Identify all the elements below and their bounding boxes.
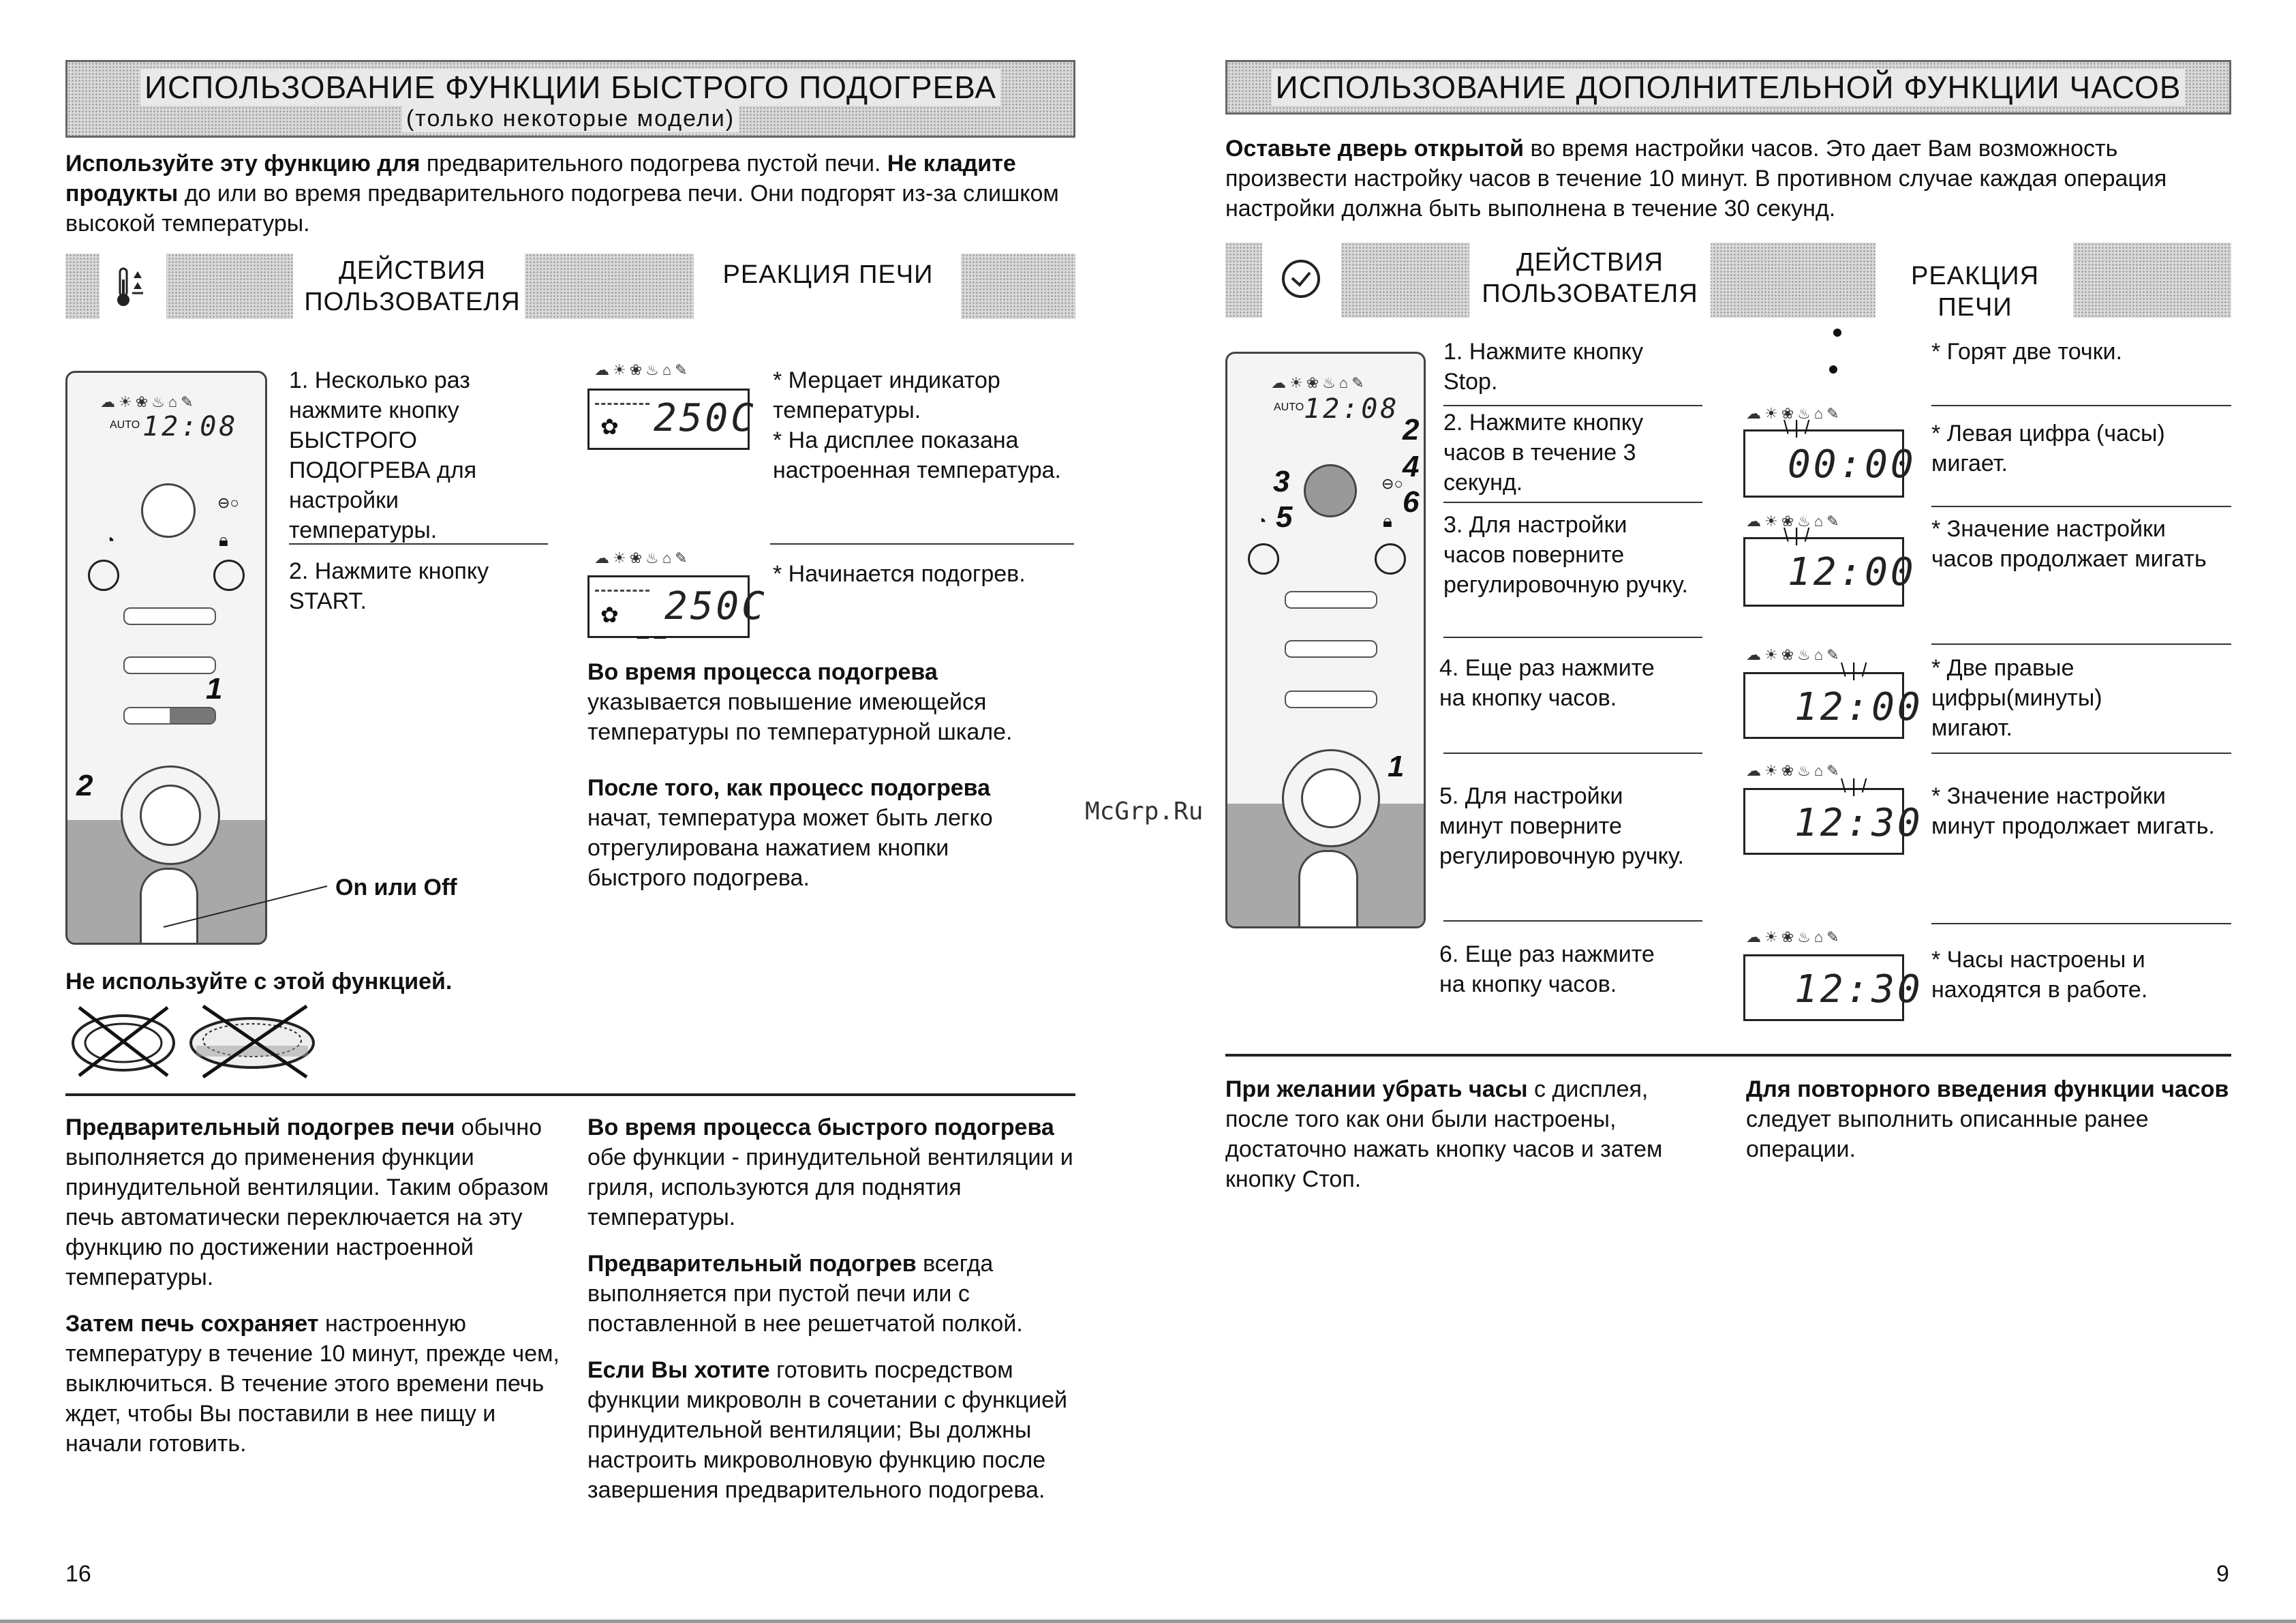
left-panel-clock-icon: ◔ bbox=[104, 530, 115, 550]
left-display-1 bbox=[587, 389, 756, 450]
right-step-1: 1. Нажмите кнопку Stop. bbox=[1443, 339, 1644, 395]
left-bottom-p4-bold: Предварительный подогрев bbox=[587, 1251, 917, 1277]
right-panel-knob-right[interactable] bbox=[1375, 543, 1406, 575]
left-display-2-scale bbox=[595, 583, 649, 592]
after-heating-note bbox=[587, 773, 1037, 893]
right-bottom-p1-text: с дисплея, после того как они были настроены, достаточно нажать кнопку часов и затем кнопку Стоп. bbox=[1225, 1076, 1663, 1192]
right-intro-text: во время настройки часов. Это дает Вам возможность произвести настройку часов в течение 10 минут. В противном случае каждая операция настройки должна быть выполнена в течение 30 секунд. bbox=[1225, 136, 2167, 222]
left-panel-button-2[interactable] bbox=[123, 656, 216, 674]
left-panel-dial-small[interactable] bbox=[141, 483, 196, 538]
blink-rays-2: \ | / bbox=[1784, 524, 1810, 545]
left-panel-lock-icon: 🔒︎ bbox=[219, 530, 228, 550]
blink-rays-3: \ | / bbox=[1841, 659, 1867, 680]
right-panel-button-1[interactable] bbox=[1285, 591, 1377, 609]
clock-icon bbox=[1279, 256, 1323, 301]
right-bottom-col1 bbox=[1225, 1074, 1716, 1194]
right-reaction-1: * Горят две точки. bbox=[1931, 339, 2122, 365]
left-step-1: 1. Несколько раз нажмите кнопку БЫСТРОГО ПОДОГРЕВА для настройки температуры. bbox=[289, 367, 477, 543]
right-control-panel bbox=[1225, 352, 1426, 928]
blink-rays-1: \ | / bbox=[1784, 416, 1810, 438]
right-reaction-4: * Две правые цифры(минуты) мигают. bbox=[1931, 655, 2102, 741]
during-heating-bold: Во время процесса подогрева bbox=[587, 659, 938, 685]
left-bottom-p5-bold: Если Вы хотите bbox=[587, 1357, 770, 1383]
left-subtitle: (только некоторые модели) bbox=[402, 106, 739, 132]
right-display-5-digits: 12:30 bbox=[1794, 967, 1923, 1012]
left-panel-display: 12:08 bbox=[142, 411, 239, 442]
right-panel-label-2: 2 bbox=[1403, 413, 1420, 446]
left-col-user: ДЕЙСТВИЯ ПОЛЬЗОВАТЕЛЯ bbox=[300, 255, 525, 318]
left-panel-label-1: 1 bbox=[206, 672, 223, 706]
right-panel-mode-icons: ☁☀❀♨⌂✎ bbox=[1271, 374, 1368, 391]
right-step-rule-3 bbox=[1443, 637, 1702, 638]
blink-dot-top bbox=[1833, 329, 1841, 337]
right-panel-start-inner[interactable] bbox=[1301, 768, 1361, 828]
left-panel-start-inner[interactable] bbox=[140, 785, 201, 846]
left-intro bbox=[65, 149, 1081, 239]
right-react-rule-2 bbox=[1931, 506, 2231, 507]
right-display-3-icons: ☁☀❀♨⌂✎ bbox=[1746, 646, 1843, 663]
left-bottom-col2 bbox=[587, 1112, 1075, 1505]
after-heating-text: начат, температура может быть легко отрегулирована нажатием кнопки быстрого подогрева. bbox=[587, 805, 993, 891]
left-title-bar bbox=[65, 60, 1075, 138]
right-panel-label-5: 5 bbox=[1276, 500, 1293, 534]
left-bottom-p4-text: всегда выполняется при пустой печи или с поставленной в нее решетчатой полкой. bbox=[587, 1251, 1023, 1337]
right-panel-display: 12:08 bbox=[1304, 393, 1400, 425]
right-react-rule-3 bbox=[1931, 643, 2231, 645]
not-use-heading: Не используйте с этой функцией. bbox=[65, 969, 453, 995]
right-display-3 bbox=[1743, 659, 1923, 739]
right-step-6: 6. Еще раз нажмите на кнопку часов. bbox=[1439, 941, 1655, 997]
right-panel-dial-small[interactable] bbox=[1304, 464, 1357, 517]
thermometer-icon bbox=[113, 266, 154, 309]
right-display-1-icons: ☁☀❀♨⌂✎ bbox=[1746, 405, 1843, 422]
left-bottom-rule bbox=[65, 1093, 1075, 1096]
right-panel-button-2[interactable] bbox=[1285, 640, 1377, 658]
during-heating-note bbox=[587, 657, 1065, 747]
right-title-bar bbox=[1225, 60, 2231, 115]
right-react-rule-1 bbox=[1931, 405, 2231, 406]
left-display-1-digits: 250C bbox=[654, 396, 756, 440]
right-panel-knob-left[interactable] bbox=[1248, 543, 1279, 575]
left-display-2 bbox=[587, 575, 767, 639]
right-step-4: 4. Еще раз нажмите на кнопку часов. bbox=[1439, 655, 1655, 711]
right-display-2 bbox=[1743, 524, 1916, 607]
right-display-5-icons: ☁☀❀♨⌂✎ bbox=[1746, 928, 1843, 945]
left-display-2-bars: _ _ bbox=[637, 617, 666, 639]
right-display-2-icons: ☁☀❀♨⌂✎ bbox=[1746, 513, 1843, 530]
left-panel-button-quick[interactable] bbox=[123, 707, 216, 725]
right-col-oven: РЕАКЦИЯ ПЕЧИ bbox=[1881, 260, 2069, 323]
left-display-2-digits: 250C bbox=[664, 584, 767, 628]
left-col-oven: РЕАКЦИЯ ПЕЧИ bbox=[702, 259, 954, 290]
right-display-3-digits: 12:00 bbox=[1794, 685, 1923, 729]
on-off-label: On или Off bbox=[335, 875, 457, 900]
right-reaction-3: * Значение настройки часов продолжает мигать bbox=[1931, 516, 2207, 572]
right-step-rule-4 bbox=[1443, 753, 1702, 754]
fan-icon: ✿ bbox=[600, 414, 619, 439]
left-display-1-icons: ☁☀❀♨⌂✎ bbox=[594, 361, 691, 378]
left-intro-text-1: предварительного подогрева пустой печи. bbox=[420, 151, 887, 177]
left-panel-oo-icon: ⊖○ bbox=[217, 494, 239, 511]
after-heating-bold: После того, как процесс подогрева bbox=[587, 775, 991, 801]
right-panel-oo-icon: ⊖○ bbox=[1381, 475, 1403, 492]
bottom-scan-edge bbox=[0, 1620, 2296, 1623]
right-reaction-6: * Часы настроены и находятся в работе. bbox=[1931, 947, 2148, 1003]
left-panel-button-1[interactable] bbox=[123, 607, 216, 625]
right-bottom-rule bbox=[1225, 1054, 2231, 1057]
right-react-rule-4 bbox=[1931, 753, 2231, 754]
right-display-4-icons: ☁☀❀♨⌂✎ bbox=[1746, 762, 1843, 779]
crossed-turntable-icon bbox=[184, 1003, 320, 1080]
right-intro-bold: Оставьте дверь открытой bbox=[1225, 136, 1525, 162]
left-page-number: 16 bbox=[65, 1561, 91, 1587]
left-bottom-p1-bold: Предварительный подогрев печи bbox=[65, 1114, 455, 1140]
right-step-2: 2. Нажмите кнопку часов в течение 3 секунд. bbox=[1443, 410, 1644, 496]
left-intro-text-2: до или во время предварительного подогрева печи. Они подгорят из-за слишком высокой температуры. bbox=[65, 181, 1059, 237]
left-react-rule-1 bbox=[770, 543, 1074, 545]
during-heating-text: указывается повышение имеющейся температуры по температурной шкале. bbox=[587, 689, 1013, 745]
left-bottom-p5-text: готовить посредством функции микроволн в сочетании с функцией принудительной вентиляции; Вы должны настроить микроволновую функцию после завершения предварительного подогрева. bbox=[587, 1357, 1068, 1503]
right-react-rule-5 bbox=[1931, 923, 2231, 924]
left-panel-knob-left[interactable] bbox=[88, 560, 119, 591]
right-panel-lock-icon: 🔒︎ bbox=[1383, 511, 1392, 531]
right-panel-auto-label: AUTO bbox=[1274, 401, 1304, 413]
left-intro-bold-2: Не кладите продукты bbox=[65, 151, 1016, 207]
right-bottom-p2-text: следует выполнить описанные ранее операции. bbox=[1746, 1106, 2149, 1162]
right-panel-label-6: 6 bbox=[1403, 485, 1420, 519]
right-step-3: 3. Для настройки часов поверните регулировочную ручку. bbox=[1443, 512, 1688, 598]
left-bottom-p3-bold: Во время процесса быстрого подогрева bbox=[587, 1114, 1054, 1140]
right-page-number: 9 bbox=[2216, 1561, 2229, 1587]
left-bottom-p2-text: настроенную температуру в течение 10 минут, прежде чем, выключиться. В течение этого времени печь ждет, чтобы Вы поставили в нее пищу и начали готовить. bbox=[65, 1311, 560, 1457]
right-panel-label-4: 4 bbox=[1403, 450, 1420, 483]
onoff-pointer-line bbox=[157, 879, 334, 934]
right-display-2-digits: 12:00 bbox=[1788, 550, 1916, 594]
right-header-strip bbox=[1225, 243, 2231, 318]
left-bottom-p3-text: обе функции - принудительной вентиляции и гриля, используются для поднятия температуры. bbox=[587, 1144, 1073, 1230]
right-display-4-digits: 12:30 bbox=[1794, 801, 1923, 845]
crossed-plate-icon bbox=[65, 1003, 181, 1080]
fan-icon: ✿ bbox=[600, 603, 619, 627]
right-bottom-p2-bold: Для повторного введения функции часов bbox=[1746, 1076, 2229, 1102]
left-reaction-1: * Мерцает индикатор температуры. bbox=[773, 367, 1000, 423]
right-reaction-5: * Значение настройки минут продолжает мигать. bbox=[1931, 783, 2215, 839]
right-col-user: ДЕЙСТВИЯ ПОЛЬЗОВАТЕЛЯ bbox=[1472, 247, 1708, 309]
left-panel-label-2: 2 bbox=[76, 769, 93, 802]
right-panel-label-3: 3 bbox=[1273, 465, 1290, 498]
right-panel-onoff-handle[interactable] bbox=[1298, 850, 1358, 928]
left-title: ИСПОЛЬЗОВАНИЕ ФУНКЦИИ БЫСТРОГО ПОДОГРЕВА bbox=[140, 69, 1000, 106]
left-panel-mode-icons: ☁☀❀♨⌂✎ bbox=[100, 393, 197, 410]
left-step-2: 2. Нажмите кнопку START. bbox=[289, 558, 489, 614]
left-bottom-col1 bbox=[65, 1112, 563, 1459]
right-step-rule-1 bbox=[1443, 405, 1702, 406]
left-intro-bold-1: Используйте эту функцию для bbox=[65, 151, 420, 177]
left-control-panel bbox=[65, 371, 267, 945]
left-panel-knob-right[interactable] bbox=[213, 560, 245, 591]
left-display-2-icons: ☁☀❀♨⌂✎ bbox=[594, 549, 691, 566]
right-step-rule-2 bbox=[1443, 502, 1702, 503]
right-display-4 bbox=[1743, 775, 1923, 855]
right-panel-clock-icon: ◔ bbox=[1256, 511, 1267, 531]
left-bottom-p2-bold: Затем печь сохраняет bbox=[65, 1311, 319, 1337]
watermark: McGrp.Ru bbox=[1085, 798, 1204, 825]
left-reaction-2: * На дисплее показана настроенная температура. bbox=[773, 427, 1062, 483]
right-bottom-col2 bbox=[1746, 1074, 2231, 1164]
left-bottom-p1-text: обычно выполняется до применения функции принудительной вентиляции. Таким образом печь автоматически переключается на эту функцию по достижении настроенной температуры. bbox=[65, 1114, 549, 1290]
blink-dot-bottom bbox=[1829, 365, 1837, 374]
right-panel-label-1: 1 bbox=[1388, 750, 1405, 783]
right-step-rule-5 bbox=[1443, 920, 1702, 922]
right-display-5 bbox=[1743, 954, 1923, 1021]
left-reaction-3: * Начинается подогрев. bbox=[773, 561, 1026, 587]
right-intro bbox=[1225, 134, 2231, 224]
right-panel-button-3[interactable] bbox=[1285, 691, 1377, 708]
right-display-1 bbox=[1743, 416, 1916, 498]
left-display-1-scale bbox=[595, 396, 649, 405]
right-step-5: 5. Для настройки минут поверните регулировочную ручку. bbox=[1439, 783, 1684, 869]
right-display-1-digits: 00:00 bbox=[1788, 442, 1916, 487]
left-panel-auto-label: AUTO bbox=[110, 419, 140, 431]
left-step-rule-1 bbox=[289, 543, 548, 545]
right-title: ИСПОЛЬЗОВАНИЕ ДОПОЛНИТЕЛЬНОЙ ФУНКЦИИ ЧАСОВ bbox=[1272, 69, 2186, 106]
right-bottom-p1-bold: При желании убрать часы bbox=[1225, 1076, 1528, 1102]
blink-rays-4: \ | / bbox=[1841, 775, 1867, 796]
right-reaction-2: * Левая цифра (часы) мигает. bbox=[1931, 421, 2165, 476]
